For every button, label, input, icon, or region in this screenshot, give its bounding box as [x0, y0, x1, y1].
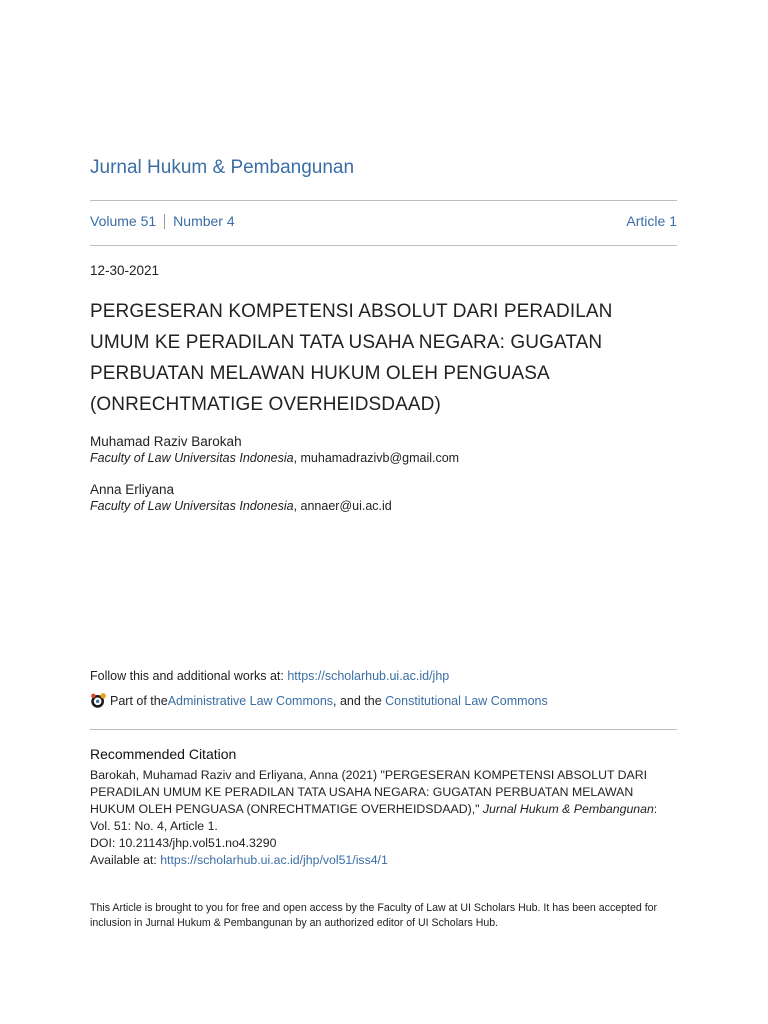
part-of-line — [90, 692, 677, 709]
citation-body — [90, 767, 677, 869]
author-affiliation — [90, 451, 677, 465]
available-label: Available at: — [90, 853, 161, 867]
author-email: , annaer@ui.ac.id — [293, 499, 392, 513]
part-of-middle: , and the — [333, 693, 386, 708]
access-statement: This Article is brought to you for free and open access by the Faculty of Law at UI Scholars Hub. It has been accepted for inclusion in Jurnal Hukum & Pembangunan by an authorized editor of UI Scholars Hub. — [90, 902, 658, 929]
available-url-link[interactable]: https://scholarhub.ui.ac.id/jhp/vol51/iss4/1 — [160, 853, 388, 867]
citation-doi: DOI: 10.21143/jhp.vol51.no4.3290 — [90, 836, 277, 850]
journal-title[interactable]: Jurnal Hukum & Pembangunan — [90, 157, 355, 178]
affiliation-name: Faculty of Law Universitas Indonesia — [90, 499, 294, 513]
issue-bar — [90, 213, 677, 229]
issue-separator — [164, 214, 165, 229]
article-link[interactable]: Article 1 — [626, 213, 677, 229]
follow-text: Follow this and additional works at: — [90, 669, 288, 683]
divider-citation — [90, 729, 677, 730]
author-email: , muhamadrazivb@gmail.com — [293, 451, 460, 465]
citation-main: Barokah, Muhamad Raziv and Erliyana, Anna (2021) "PERGESERAN KOMPETENSI ABSOLUT DARI PERADILAN UMUM KE PERADILAN TATA USAHA NEGARA: GUGATAN PERBUATAN MELAWAN HUKUM OLEH PENGUASA (ONRECHTMATIGE OVERHEIDSDAAD)," — [90, 768, 648, 816]
publication-date: 12-30-2021 — [90, 263, 160, 278]
volume-link[interactable]: Volume 51 — [90, 213, 157, 229]
journal-title-link[interactable] — [90, 157, 677, 179]
article-title: PERGESERAN KOMPETENSI ABSOLUT DARI PERADILAN UMUM KE PERADILAN TATA USAHA NEGARA: GUGATAN PERBUATAN MELAWAN HUKUM OLEH PENGUASA (ONRECHTMATIGE OVERHEIDSDAAD) — [90, 301, 613, 415]
number-link[interactable]: Number 4 — [173, 213, 235, 229]
constitutional-law-commons-link[interactable]: Constitutional Law Commons — [385, 693, 548, 708]
author-affiliation — [90, 499, 677, 513]
citation-journal: Jurnal Hukum & Pembangunan — [482, 802, 654, 816]
divider-issue — [90, 245, 677, 246]
author-name: Anna Erliyana — [90, 482, 175, 497]
divider-top — [90, 200, 677, 201]
follow-line — [90, 669, 677, 683]
author-block-2 — [90, 482, 677, 513]
part-of-prefix: Part of the — [110, 693, 168, 708]
author-block-1 — [90, 434, 677, 465]
author-name: Muhamad Raziv Barokah — [90, 434, 242, 449]
administrative-law-commons-link[interactable]: Administrative Law Commons — [167, 693, 334, 708]
follow-url-link[interactable]: https://scholarhub.ui.ac.id/jhp — [287, 669, 450, 683]
citation-text — [90, 767, 677, 835]
citation-available — [90, 852, 677, 869]
citation-tail: : Vol. 51: No. 4, Article 1. — [90, 802, 658, 833]
recommended-citation-heading: Recommended Citation — [90, 746, 237, 762]
network-commons-icon — [90, 692, 107, 709]
affiliation-name: Faculty of Law Universitas Indonesia — [90, 451, 294, 465]
